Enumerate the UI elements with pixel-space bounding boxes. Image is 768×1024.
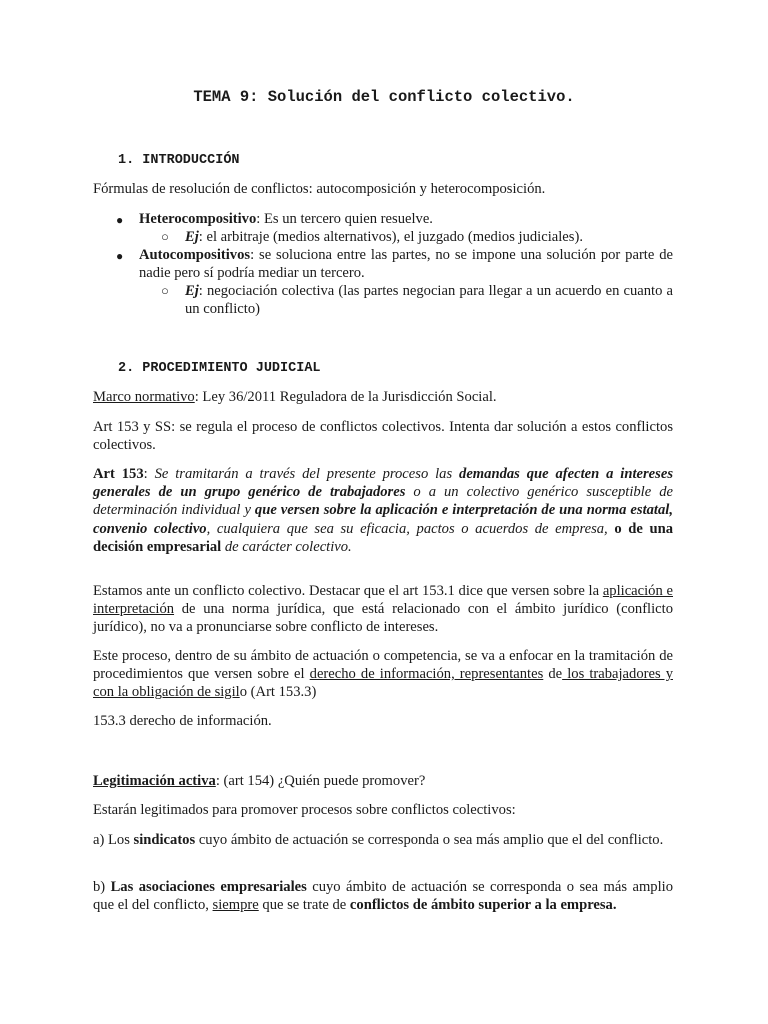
marco-text: : Ley 36/2011 Reguladora de la Jurisdicción Social. (194, 389, 497, 405)
legitimacion-paragraph: Legitimación activa: (art 154) ¿Quién puede promover? (93, 773, 426, 789)
term: Autocompositivos (139, 247, 251, 263)
bullet-dot: ● (116, 213, 124, 227)
example-text: : negociación colectiva (las partes negocian para llegar a un acuerdo en cuanto a un conflicto) (185, 283, 673, 318)
intro-paragraph: Fórmulas de resolución de conflictos: autocomposición y heterocomposición. (93, 181, 546, 197)
conflicto-colectivo-paragraph: Estamos ante un conflicto colectivo. Destacar que el art 153.1 dice que versen sobre la aplicación e interpretación de una norma jurídica, que está relacionado con el ámbito jurídico (conflicto jurídico), no va a pronunciarse sobre conflicto de intereses. (93, 583, 673, 636)
marco-label: Marco normativo (93, 389, 195, 405)
example-text: : el arbitraje (medios alternativos), el juzgado (medios judiciales). (198, 229, 583, 245)
sub-item-example (185, 228, 673, 246)
definition: : se soluciona entre las partes, no se impone una solución por parte de nadie pero sí podría mediar un tercero. (139, 247, 673, 282)
art153-paragraph: Art 153: Se tramitarán a través del presente proceso las demandas que afecten a intereses generales de un grupo genérico de trabajadores o a un colectivo genérico susceptible de determinación individual y que versen sobre la aplicación e interpretación de una norma estatal, convenio colectivo, cualquiera que sea su eficacia, pactos o acuerdos de empresa, o de una decisión empresarial de carácter colectivo. (93, 466, 673, 555)
este-proceso-paragraph: Este proceso, dentro de su ámbito de actuación o competencia, se va a enfocar en la tramitación de procedimientos que versen sobre el derecho de información, representantes de los trabajadores y con la obligación de sigilo (Art 153.3) (93, 648, 673, 701)
list-item-heterocompositivo (139, 210, 673, 228)
page-title: TEMA 9: Solución del conflicto colectivo. (193, 88, 575, 106)
bullet-dot: ● (116, 249, 124, 263)
note-paragraph: 153.3 derecho de información. (93, 713, 272, 729)
list-item-autocompositivos (139, 246, 673, 282)
section-heading-introduccion: 1. INTRODUCCIÓN (118, 153, 240, 168)
item-a-sindicatos: a) Los sindicatos cuyo ámbito de actuación se corresponda o sea más amplio que el del conflicto. (93, 832, 664, 848)
legitimacion-label: Legitimación activa (93, 773, 216, 789)
example-label: Ej (185, 283, 199, 299)
section-heading-procedimiento: 2. PROCEDIMIENTO JUDICIAL (118, 361, 321, 376)
sub-item-example (185, 282, 673, 318)
example-label: Ej (185, 229, 199, 245)
art153-ss-paragraph: Art 153 y SS: se regula el proceso de conflictos colectivos. Intenta dar solución a estos conflictos colectivos. (93, 419, 673, 454)
definition: : Es un tercero quien resuelve. (256, 211, 433, 227)
bullet-circle: ○ (161, 283, 169, 298)
estaran-paragraph: Estarán legitimados para promover procesos sobre conflictos colectivos: (93, 802, 516, 818)
bullet-circle: ○ (161, 229, 169, 244)
marco-normativo-paragraph (93, 388, 673, 406)
term: Heterocompositivo (139, 211, 257, 227)
item-b-asociaciones: b) Las asociaciones empresariales cuyo ámbito de actuación se corresponda o sea más amplio que el del conflicto, siempre que se trate de conflictos de ámbito superior a la empresa. (93, 879, 674, 914)
